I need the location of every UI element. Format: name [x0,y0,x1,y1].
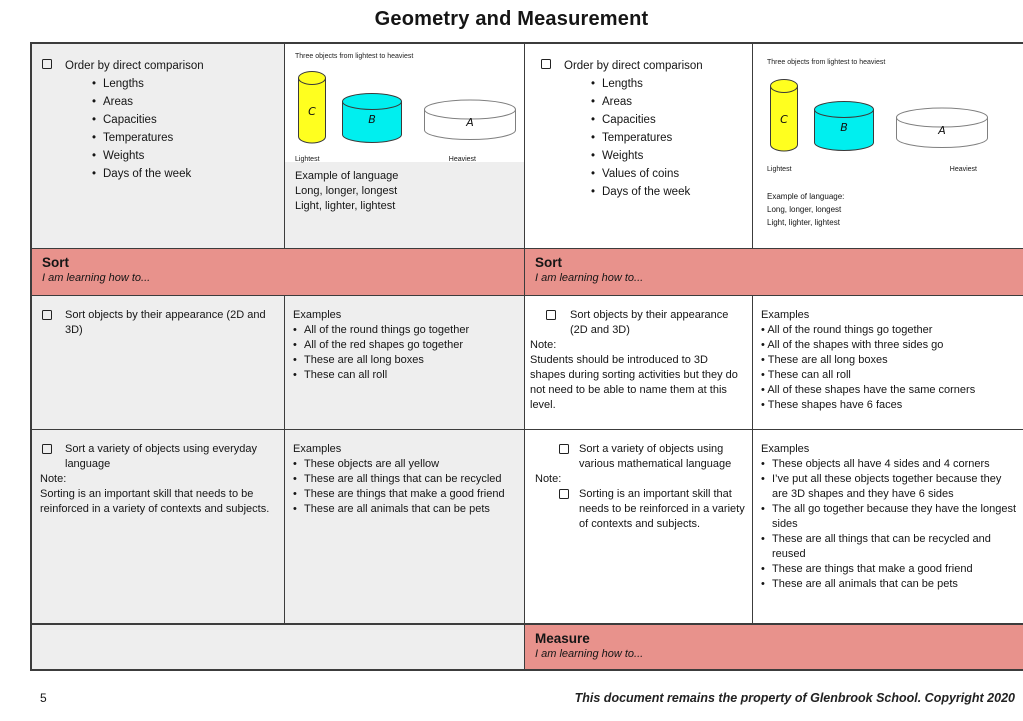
bullet-item: • These can all roll [293,368,520,383]
checklist-label: Sort a variety of objects using various mathematical language [579,443,732,470]
cell-sort-appearance-left [32,296,285,430]
sort-header-right [525,249,1023,296]
bullet-item: • The all go together because they have the longest sides [761,502,1019,532]
bullet-item: • These are all long boxes [761,353,1019,368]
cylinder-a-label: A [465,116,474,129]
measure-header [525,624,1023,669]
note-text: Sorting is an important skill that needs to be reinforced in a variety of contexts and subjects. [40,488,270,515]
checklist-item [40,308,278,338]
cell-examples-mathematical [753,430,1023,624]
bullet-item: • These are all things that can be recycled and reused [761,532,1019,562]
checkbox-icon [42,310,52,320]
bullet-item: • These are all animals that can be pets [293,502,520,517]
checklist-item [40,442,278,472]
figure-axis-labels [767,162,1013,177]
figure-caption: Three objects from lightest to heaviest [767,59,886,66]
section-subtitle: I am learning how to... [535,272,644,284]
bullet-item: • Temperatures [92,129,278,147]
checklist-label: Order by direct comparison [564,60,703,72]
language-example-lines [295,184,514,214]
checkbox-icon [559,489,569,499]
checklist-item [40,57,278,75]
note-text: Students should be introduced to 3D shapes during sorting activities but they do not need to be able to name them at this level. [530,354,738,411]
cylinder-c-label: C [780,113,788,126]
page-number: 5 [40,691,47,705]
bullet-item: • Weights [591,147,746,165]
language-example [767,190,1013,229]
cell-figure-left [285,44,525,249]
bullet-item: • These are all things that can be recycled [293,472,520,487]
section-title: Sort [42,255,69,270]
cylinder-a-label: A [938,124,946,137]
bullet-list [761,457,1019,592]
note-label: Note: [530,339,557,351]
cylinders-figure [767,58,1013,177]
checklist-label: Sort objects by their appearance (2D and 3D) [65,309,266,336]
bullet-item: • These objects are all yellow [293,457,520,472]
cylinder-b-icon [341,92,403,144]
note-label: Note: [535,473,562,485]
bullet-item: • I’ve put all these objects together because they are 3D shapes and they have 6 sides [761,472,1019,502]
curriculum-table [30,42,1023,671]
checkbox-icon [42,59,52,69]
language-example-title: Example of language [295,170,399,182]
cylinders-figure [285,44,524,162]
bullet-item: • Lengths [92,75,278,93]
cell-examples-sort-right [753,296,1023,430]
copyright-notice: This document remains the property of Glenbrook School. Copyright 2020 [574,691,1015,705]
checkbox-icon [42,444,52,454]
bullet-list [293,323,520,383]
bullet-item: • All of the red shapes go together [293,338,520,353]
note-label: Note: [40,473,67,485]
cylinder-b-icon [813,100,875,152]
cell-examples-everyday [285,430,525,624]
language-example-line: Long, longer, longest [295,185,398,197]
bullet-item: • Lengths [591,75,746,93]
cell-order-comparison-left [32,44,285,249]
bullet-item: • All of the shapes with three sides go [761,338,1019,353]
bullet-item: • These shapes have 6 faces [761,398,1019,413]
bullet-item: • Capacities [591,111,746,129]
checkbox-icon [541,59,551,69]
bullet-item: • Days of the week [591,183,746,201]
cell-sort-mathematical-language [525,430,753,624]
checklist-label: Order by direct comparison [65,60,204,72]
sort-header-left [32,249,525,296]
cylinder-row [767,78,1013,152]
bullet-list [539,75,746,201]
checklist-item [535,487,746,532]
cell-empty-bottom-left [32,624,525,669]
examples-heading: Examples [761,443,810,455]
bullet-item: • Capacities [92,111,278,129]
bullet-item: • These are all animals that can be pets [761,577,1019,592]
cylinder-a-icon [895,107,989,149]
lightest-label: Lightest [767,166,792,173]
language-example-lines [767,203,1013,229]
bullet-item: • Weights [92,147,278,165]
cylinder-c-label: C [308,105,316,118]
page-title: Geometry and Measurement [374,8,649,30]
checkbox-icon [559,444,569,454]
language-example-line: Light, lighter, lightest [767,218,840,227]
section-title: Measure [535,631,590,646]
cell-examples-sort-left [285,296,525,430]
cylinder-c-icon [769,78,799,152]
cylinder-a-icon [423,99,517,141]
cell-figure-right [753,44,1023,249]
checklist-item [530,308,746,338]
language-example-title: Example of language: [767,192,845,201]
cylinder-b-label: B [368,113,376,126]
cylinder-row [295,70,516,144]
lightest-label: Lightest [295,156,320,163]
cell-sort-appearance-right [525,296,753,430]
bullet-item: • Temperatures [591,129,746,147]
checklist-label: Sorting is an important skill that needs to be reinforced in a variety of contexts and subjects. [579,488,745,530]
language-example-line: Long, longer, longest [767,205,842,214]
cell-order-comparison-right [525,44,753,249]
bullet-item: • All of the round things go together [293,323,520,338]
bullet-item: • These are things that make a good friend [293,487,520,502]
bullet-item: • These are all long boxes [293,353,520,368]
bullet-list [40,75,278,183]
bullet-item: • These objects all have 4 sides and 4 corners [761,457,1019,472]
bullet-item: • These are things that make a good friend [761,562,1019,577]
checklist-label: Sort objects by their appearance (2D and 3D) [570,309,729,336]
examples-heading: Examples [293,309,342,321]
figure-caption: Three objects from lightest to heaviest [295,53,414,60]
bullet-list [293,457,520,517]
cell-sort-everyday-language [32,430,285,624]
cylinder-c-icon [297,70,327,144]
bullet-item: • All of the round things go together [761,323,1019,338]
checklist-item [535,442,746,472]
section-title: Sort [535,255,562,270]
checklist-item [539,57,746,75]
examples-heading: Examples [761,309,810,321]
bullet-item: • Areas [92,93,278,111]
section-subtitle: I am learning how to... [535,648,644,660]
examples-heading: Examples [293,443,342,455]
bullet-item: • Values of coins [591,165,746,183]
cylinder-b-label: B [840,121,848,134]
checkbox-icon [546,310,556,320]
section-subtitle: I am learning how to... [42,272,151,284]
checklist-label: Sort a variety of objects using everyday language [65,443,257,470]
language-example [285,162,524,214]
bullet-item: • Days of the week [92,165,278,183]
bullet-item: • These can all roll [761,368,1019,383]
bullet-item: • All of these shapes have the same corners [761,383,1019,398]
language-example-line: Light, lighter, lightest [295,200,396,212]
bullet-list [761,323,1019,413]
heaviest-label: Heaviest [448,156,476,163]
bullet-item: • Areas [591,93,746,111]
heaviest-label: Heaviest [949,166,977,173]
